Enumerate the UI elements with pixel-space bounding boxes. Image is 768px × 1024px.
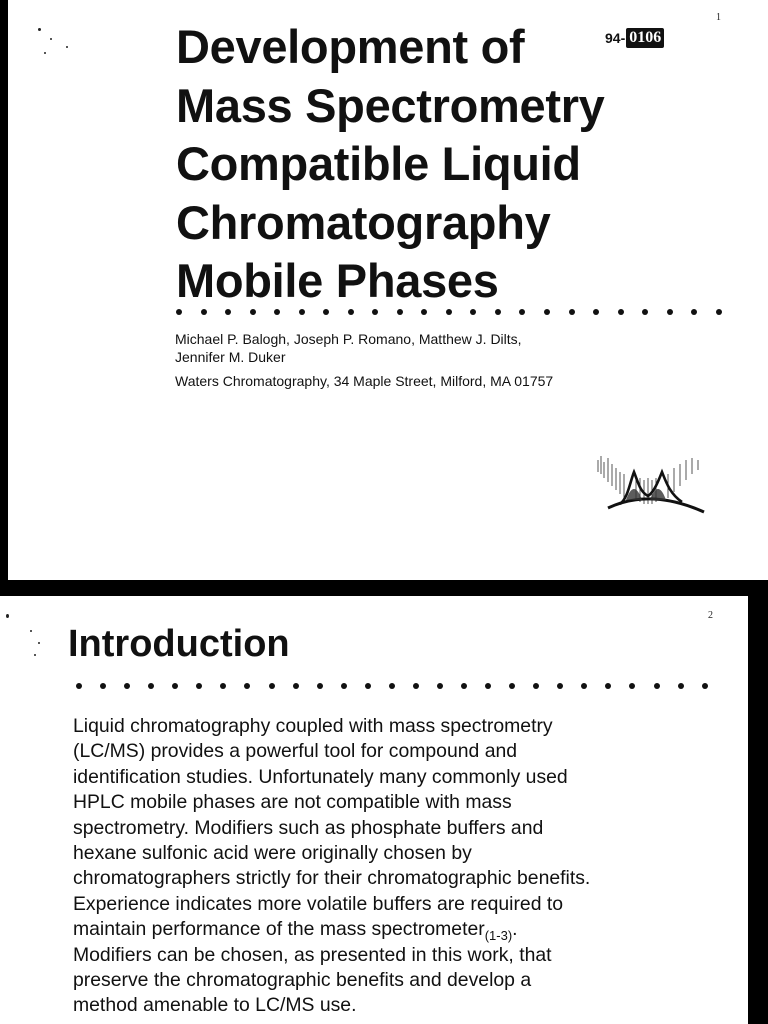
divider-dot (461, 683, 467, 689)
scan-speck (34, 654, 36, 656)
title-line: Mass Spectrometry (176, 78, 605, 132)
title-line: Development of (176, 20, 525, 73)
divider-dot (269, 683, 275, 689)
divider-dot (678, 683, 684, 689)
divider-dot (76, 683, 82, 689)
document-number (605, 28, 664, 48)
divider-dot (148, 683, 154, 689)
divider-dot (365, 683, 371, 689)
paragraph-line: chromatographers strictly for their chromatographic benefits. (73, 867, 591, 890)
title-line: Compatible Liquid (176, 137, 581, 190)
divider-dot (533, 683, 539, 689)
divider-dot (581, 683, 587, 689)
divider-dot (495, 309, 501, 315)
paragraph-line: (LC/MS) provides a powerful tool for compound and (73, 740, 518, 763)
divider-dot (299, 309, 305, 315)
paragraph-line: Experience indicates more volatile buffers are required to (73, 892, 564, 915)
divider-dot (470, 309, 476, 315)
divider-dot (642, 309, 648, 315)
page-number: 2 (708, 610, 713, 621)
divider-dot (225, 309, 231, 315)
divider-dot (397, 309, 403, 315)
divider-dot (176, 309, 182, 315)
divider-dot (593, 309, 599, 315)
divider-dot (437, 683, 443, 689)
slide-1 (8, 0, 768, 580)
divider-dot (201, 309, 207, 315)
paragraph-line: method amenable to LC/MS use. (73, 994, 357, 1017)
slide-2 (0, 596, 748, 1024)
paragraph-line: maintain performance of the mass spectrometer (73, 918, 485, 941)
divider-dot (100, 683, 106, 689)
title-line: Chromatography (176, 195, 551, 249)
divider-dot (569, 309, 575, 315)
authors-line: Michael P. Balogh, Joseph P. Romano, Matthew J. Dilts, (175, 331, 522, 347)
divider-dot (323, 309, 329, 315)
divider-dot (519, 309, 525, 315)
divider-dot (446, 309, 452, 315)
divider-dot (250, 309, 256, 315)
divider-dot (293, 683, 299, 689)
paragraph-line: hexane sulfonic acid were originally chosen by (73, 842, 472, 865)
presentation-title (176, 18, 605, 311)
author-list (175, 330, 645, 366)
divider-dot (605, 683, 611, 689)
divider-dot (196, 683, 202, 689)
scan-speck (38, 642, 40, 644)
divider-dot (618, 309, 624, 315)
divider-dot (274, 309, 280, 315)
waters-logo-icon (590, 438, 710, 520)
page-number: 1 (716, 12, 721, 23)
divider-dot (413, 683, 419, 689)
affiliation: Waters Chromatography, 34 Maple Street, Milford, MA 01757 (175, 373, 554, 389)
divider-dot (317, 683, 323, 689)
citation-period: . (512, 918, 518, 941)
section-heading: Introduction (68, 623, 290, 665)
scan-speck (6, 614, 9, 618)
divider-dot (544, 309, 550, 315)
paragraph-line: Liquid chromatography coupled with mass spectrometry (73, 715, 553, 737)
scan-speck (38, 28, 41, 31)
paragraph-line: Modifiers can be chosen, as presented in this work, that (73, 943, 552, 966)
divider-dot (124, 683, 130, 689)
document-number-prefix: 94- (605, 30, 626, 46)
dotted-divider (176, 304, 722, 320)
divider-dot (172, 683, 178, 689)
divider-dot (509, 683, 515, 689)
introduction-paragraph (73, 714, 713, 1019)
divider-dot (220, 683, 226, 689)
title-line: Mobile Phases (176, 254, 499, 307)
authors-line: Jennifer M. Duker (175, 349, 286, 365)
scan-speck (50, 38, 52, 40)
scan-speck (66, 46, 68, 48)
divider-dot (372, 309, 378, 315)
document-number-box: 0106 (626, 28, 664, 48)
divider-dot (654, 683, 660, 689)
dotted-divider (76, 678, 708, 694)
divider-dot (691, 309, 697, 315)
citation: (1-3) (484, 928, 513, 944)
divider-dot (667, 309, 673, 315)
scan-speck (30, 630, 32, 632)
divider-dot (485, 683, 491, 689)
divider-dot (557, 683, 563, 689)
divider-dot (341, 683, 347, 689)
divider-dot (348, 309, 354, 315)
scan-speck (44, 52, 46, 54)
paragraph-line: preserve the chromatographic benefits and develop a (73, 969, 532, 992)
divider-dot (421, 309, 427, 315)
divider-dot (716, 309, 722, 315)
paragraph-line: spectrometry. Modifiers such as phosphate buffers and (73, 816, 544, 839)
paragraph-line: HPLC mobile phases are not compatible with mass (73, 791, 512, 814)
paragraph-line: identification studies. Unfortunately many commonly used (73, 765, 568, 788)
divider-dot (629, 683, 635, 689)
divider-dot (244, 683, 250, 689)
divider-dot (389, 683, 395, 689)
divider-dot (702, 683, 708, 689)
